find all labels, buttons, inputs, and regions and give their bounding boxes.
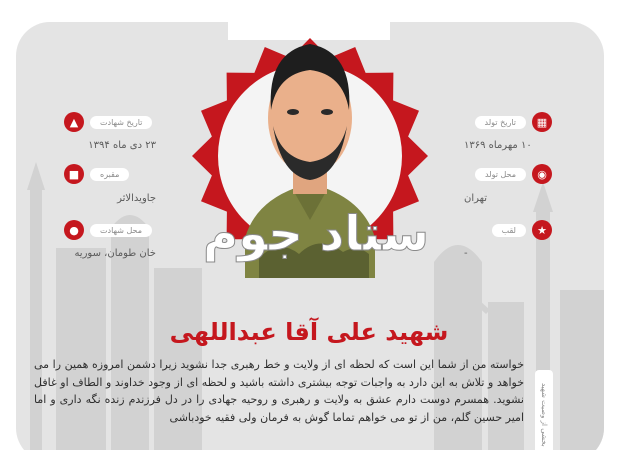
martyr-name-heading: شهید علی آقا عبداللهی	[169, 318, 449, 346]
martyrdom-date-row	[64, 112, 152, 132]
testament-label: بخشی از وصیت شهید	[535, 370, 553, 450]
birth-date-value: ۱۰ مهرماه ۱۳۶۹	[464, 140, 532, 151]
martyrdom-place-label: محل شهادت	[90, 224, 152, 237]
birth-place-value: تهران	[464, 193, 488, 204]
tomb-row	[64, 164, 129, 184]
martyrdom-place-row	[64, 220, 152, 240]
title-row	[464, 220, 552, 240]
birth-date-row	[464, 112, 552, 132]
birth-place-value-row	[464, 193, 556, 204]
title-label: لقب	[492, 224, 526, 237]
birth-place-row	[464, 164, 552, 184]
testament-text: خواسته من از شما این است که لحظه ای از ولایت و خط رهبری جدا نشوید زیرا دشمن امروزه همین را می خواهد و تلاش به این دارد به واجبات توجه بیشتری داشته باشید و لحظه ای از وجود خداوند و الطاف او غافل نشوید. همسرم دوست دارم عشق به ولایت و رهبری و روحیه جهادی را در دل فرزندم زنده نگه داری و اما امیر حسین گلم، من از تو می خواهم تماما گوش به فرمان ولی فقیه خودباشی	[34, 358, 524, 424]
martyrdom-place-value-row	[64, 248, 156, 259]
martyrdom-place-value: خان طومان، سوریه	[74, 248, 156, 259]
signature-text: ستاد جوم	[202, 206, 430, 262]
grave-icon: ■	[64, 164, 84, 184]
martyrdom-date-value: ۲۳ دی ماه ۱۳۹۴	[88, 140, 156, 151]
calligraphy-signature	[196, 150, 436, 300]
tomb-value: جاویدالاثر	[117, 193, 156, 204]
shield-icon: ▲	[64, 112, 84, 132]
martyrdom-date-label: تاریخ شهادت	[90, 116, 152, 129]
birth-date-value-row	[464, 140, 556, 151]
calendar-icon: ▦	[532, 112, 552, 132]
birth-date-label: تاریخ تولد	[475, 116, 526, 129]
star-icon: ★	[532, 220, 552, 240]
location-pin-icon: ●	[64, 220, 84, 240]
map-pin-icon: ◉	[532, 164, 552, 184]
title-value-row	[464, 248, 556, 259]
martyrdom-date-value-row	[64, 140, 156, 151]
tomb-label: مقبره	[90, 168, 129, 181]
birth-place-label: محل تولد	[475, 168, 526, 181]
title-value: -	[464, 248, 468, 259]
tomb-value-row	[64, 193, 156, 204]
